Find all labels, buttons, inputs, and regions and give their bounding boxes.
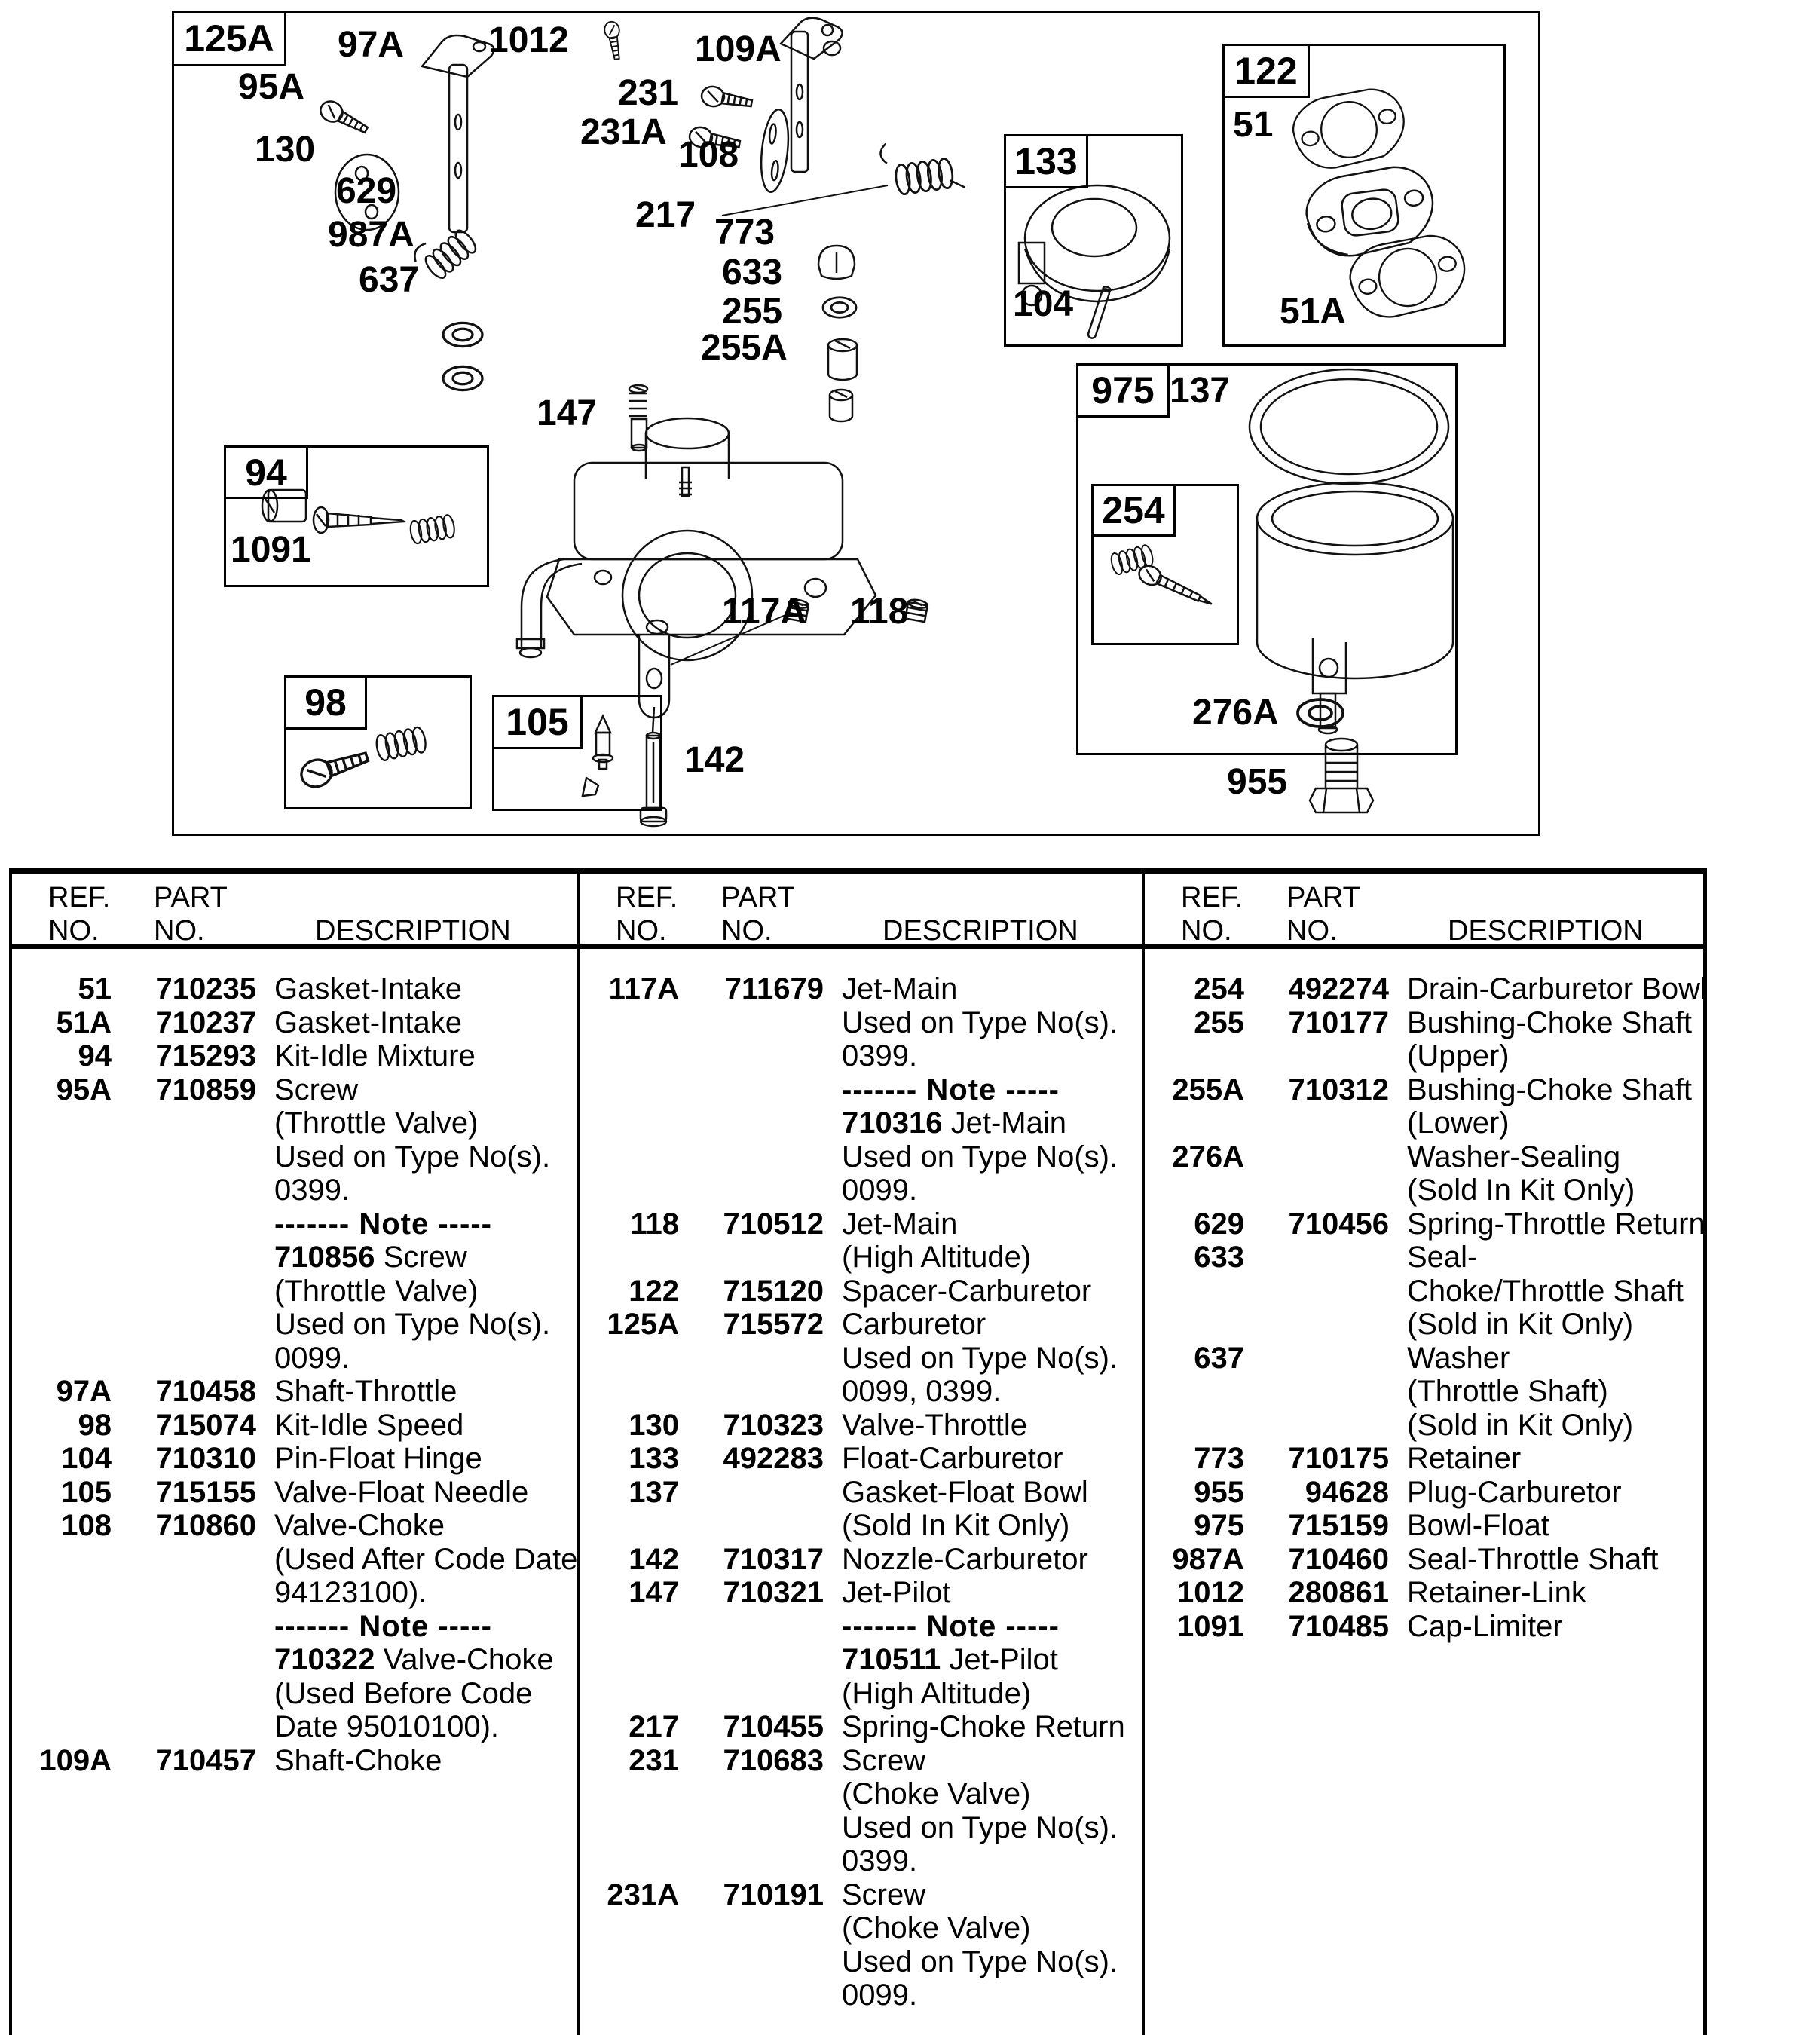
description-cell: 0399. [842,1039,918,1073]
header-description: DESCRIPTION [315,915,511,947]
part-no-cell: 715159 [1288,1509,1389,1542]
callout-231A: 231A [580,112,667,152]
table-row [1142,1207,1705,1241]
table-row [1142,1174,1705,1207]
description-cell: 0399. [274,1174,350,1207]
table-row [577,1207,1140,1241]
choke-shaft-drawing [781,18,843,172]
table-row [1142,1275,1705,1308]
description-cell: Bowl-Float [1407,1509,1549,1542]
description-cell: Plug-Carburetor [1407,1475,1622,1509]
description-cell: (High Altitude) [842,1241,1032,1274]
description-cell: Spring-Choke Return [842,1710,1125,1743]
table-row [577,1677,1140,1711]
table-row [1142,1106,1705,1140]
description-cell: Valve-Throttle [842,1408,1028,1442]
description-cell: 0099. [842,1174,918,1207]
callout-137: 137 [1170,371,1231,411]
description-cell: Carburetor [842,1308,986,1341]
description-cell: (Upper) [1407,1039,1510,1073]
description-cell: Date 95010100). [274,1710,500,1743]
description-cell: Used on Type No(s). [842,1341,1118,1375]
part-no-cell: 710512 [723,1207,824,1241]
ref-no-cell: 142 [629,1542,679,1576]
part-no-cell: 710683 [723,1743,824,1777]
description-cell: Spring-Throttle Return [1407,1207,1705,1241]
table-row [577,1039,1140,1073]
description-cell: 94123100). [274,1576,427,1609]
description-cell: (Lower) [1407,1106,1510,1140]
table-row [577,972,1140,1006]
table-row [9,1375,573,1409]
description-cell: 710322 Valve-Choke [274,1643,554,1676]
ref-no-cell: 105 [61,1475,112,1509]
ref-no-cell: 122 [629,1274,679,1308]
table-row [577,1275,1140,1308]
part-box-125A [172,11,286,66]
description-cell: Seal- [1407,1241,1478,1274]
callout-104: 104 [1013,284,1074,324]
jet-main-high-alt-drawing [905,598,928,622]
part-box-98 [284,675,472,809]
callout-217: 217 [635,195,696,235]
description-cell: (Throttle Valve) [274,1106,479,1140]
part-no-cell: 280861 [1288,1576,1389,1609]
part-no-cell: 94628 [1305,1475,1389,1509]
part-no-cell: 710317 [723,1542,824,1576]
part-box-label-254: 254 [1094,486,1176,537]
throttle-valve-screw-drawing [317,97,371,138]
description-cell: Bushing-Choke Shaft [1407,1073,1693,1106]
table-row [9,1710,573,1744]
description-cell: Washer-Sealing [1407,1140,1621,1174]
ref-no-cell: 254 [1194,972,1244,1005]
callout-108: 108 [678,135,739,175]
table-row [9,1106,573,1140]
table-row [577,1878,1140,1912]
table-row [1142,1409,1705,1443]
part-no-cell: 715155 [155,1475,256,1509]
description-cell: Screw [842,1743,926,1777]
description-cell: Drain-Carburetor Bowl [1407,972,1707,1005]
table-row [9,1409,573,1443]
ref-no-cell: 975 [1194,1509,1244,1542]
table-row [577,1610,1140,1644]
table-row [1142,1342,1705,1376]
ref-no-cell: 97A [56,1375,112,1408]
description-cell: (Choke Valve) [842,1911,1031,1945]
description-cell: Screw [842,1877,926,1911]
description-cell: Nozzle-Carburetor [842,1542,1088,1576]
table-row [9,1576,573,1610]
description-cell: Retainer-Link [1407,1576,1586,1609]
ref-no-cell: 137 [629,1475,679,1509]
ref-no-cell: 773 [1194,1442,1244,1475]
part-no-cell: 710237 [155,1005,256,1039]
callout-109A: 109A [695,29,782,69]
part-no-cell: 715572 [723,1308,824,1341]
description-cell: 710856 Screw [274,1241,467,1274]
description-cell: Shaft-Throttle [274,1375,457,1408]
callout-1091: 1091 [231,530,311,570]
table-row [577,1543,1140,1577]
ref-no-cell: 95A [56,1073,112,1106]
table-row [1142,1375,1705,1409]
table-row [577,1476,1140,1510]
callout-637: 637 [359,260,420,300]
part-no-cell: 710310 [155,1442,256,1475]
callout-97A: 97A [338,25,405,65]
bushing-upper-drawing [828,339,857,380]
table-row [9,1342,573,1376]
table-row [577,1006,1140,1040]
callout-955: 955 [1227,762,1288,802]
callout-142: 142 [684,740,745,780]
table-row [1142,1308,1705,1342]
callout-130: 130 [255,130,316,170]
ref-no-cell: 118 [630,1207,679,1241]
part-no-cell: 710312 [1288,1073,1389,1106]
ref-no-cell: 94 [78,1039,112,1073]
table-row [9,1140,573,1174]
part-box-122 [1222,44,1506,347]
description-cell: (Used Before Code [274,1676,533,1710]
header-part-no: NO. [154,915,205,947]
part-no-cell: 492274 [1288,972,1389,1005]
description-cell: Kit-Idle Speed [274,1408,464,1442]
retainer-drawing [818,246,855,279]
part-no-cell: 710323 [723,1408,824,1442]
description-cell: Jet-Pilot [842,1576,951,1609]
table-row [577,1978,1140,2012]
table-row [1142,1073,1705,1107]
table-row [9,1442,573,1476]
ref-no-cell: 104 [61,1442,112,1475]
table-row [577,1442,1140,1476]
part-box-label-94: 94 [226,448,308,499]
choke-valve-screw-drawing [700,85,753,113]
table-top-border [9,868,1706,874]
table-row [1142,1140,1705,1174]
header-description: DESCRIPTION [1448,915,1644,947]
callout-629: 629 [336,171,397,211]
table-row [9,1542,578,1577]
description-cell: Shaft-Choke [274,1743,442,1777]
ref-no-cell: 125A [607,1308,679,1341]
table-row [1142,1509,1705,1543]
ref-no-cell: 231 [629,1743,679,1777]
description-cell: ------- Note ----- [274,1609,492,1643]
table-row [577,1509,1140,1543]
callout-633: 633 [722,252,783,292]
ref-no-cell: 629 [1194,1207,1244,1241]
ref-no-cell: 1012 [1177,1576,1244,1609]
table-row [9,1174,573,1207]
table-row [577,1140,1140,1174]
table-row [9,1476,573,1510]
ref-no-cell: 633 [1194,1241,1244,1274]
description-cell: Kit-Idle Mixture [274,1039,476,1073]
table-row [9,1241,573,1275]
description-cell: Washer [1407,1341,1510,1375]
table-row [577,1409,1140,1443]
part-no-cell: 710458 [155,1375,256,1408]
table-row [577,1576,1140,1610]
ref-no-cell: 51A [56,1005,112,1039]
table-row [577,1308,1140,1342]
description-cell: ------- Note ----- [842,1073,1060,1106]
description-cell: 710511 Jet-Pilot [842,1643,1058,1676]
part-no-cell: 492283 [723,1442,824,1475]
description-cell: 710316 Jet-Main [842,1106,1066,1140]
callout-51: 51 [1233,105,1274,145]
callout-95A: 95A [238,67,305,107]
description-cell: Gasket-Float Bowl [842,1475,1088,1509]
header-part-no: NO. [721,915,772,947]
part-no-cell: 710485 [1288,1609,1389,1643]
description-cell: ------- Note ----- [274,1207,492,1241]
callout-231: 231 [618,73,679,113]
description-cell: Float-Carburetor [842,1442,1063,1475]
table-row [9,1006,573,1040]
ref-no-cell: 130 [629,1408,679,1442]
ref-no-cell: 217 [629,1710,679,1743]
description-cell: Cap-Limiter [1407,1609,1563,1643]
part-box-label-125A: 125A [184,17,274,60]
table-row [577,1710,1140,1744]
callout-147: 147 [537,393,598,433]
table-row [577,1342,1140,1376]
ref-no-cell: 147 [629,1576,679,1609]
table-row [1142,1241,1705,1275]
description-cell: 0099. [842,1978,918,2012]
header-ref-no: NO. [1181,915,1232,947]
table-row [9,1073,573,1107]
callout-276A: 276A [1192,693,1279,733]
table-row [577,1811,1140,1845]
part-box-94 [224,445,489,587]
part-box-133 [1004,134,1183,347]
part-no-cell: 710860 [155,1509,256,1542]
part-no-cell: 710177 [1288,1005,1389,1039]
part-no-cell: 710175 [1288,1442,1389,1475]
description-cell: Retainer [1407,1442,1522,1475]
description-cell: (Throttle Shaft) [1407,1375,1608,1408]
ref-no-cell: 955 [1194,1475,1244,1509]
description-cell: Screw [274,1073,359,1106]
table-row [577,1241,1140,1275]
table-row [9,1677,573,1711]
table-column-middle [577,972,1140,2012]
pointer-217 [722,185,888,216]
table-row [9,1643,573,1677]
description-cell: (Sold in Kit Only) [1407,1308,1634,1341]
throttle-return-spring-drawing [410,218,479,285]
header-ref: REF. [48,882,111,913]
description-cell: Used on Type No(s). [274,1140,551,1174]
description-cell: (Choke Valve) [842,1777,1031,1810]
part-no-cell: 715074 [155,1408,256,1442]
description-cell: (Used After Code Date [274,1542,578,1576]
table-row [577,1844,1140,1878]
description-cell: Pin-Float Hinge [274,1442,482,1475]
ref-no-cell: 117A [608,972,679,1005]
part-no-cell: 715293 [155,1039,256,1073]
part-no-cell: 710456 [1288,1207,1389,1241]
part-no-cell: 710235 [155,972,256,1005]
part-box-label-133: 133 [1006,136,1088,188]
part-no-cell: 710191 [723,1877,824,1911]
ref-no-cell: 51 [78,972,112,1005]
part-box-label-105: 105 [494,697,583,749]
table-row [577,1945,1140,1979]
choke-valve-drawing [757,109,791,194]
part-box-105 [492,695,662,811]
ref-no-cell: 276A [1172,1140,1244,1174]
table-row [577,1106,1140,1140]
table-row [9,1308,573,1342]
part-box-254 [1091,484,1239,645]
callout-255A: 255A [701,328,788,368]
description-cell: Used on Type No(s). [842,1810,1118,1844]
description-cell: (High Altitude) [842,1676,1032,1710]
description-cell: 0099. [274,1341,350,1375]
header-part: PART [1286,882,1360,913]
table-row [1142,1576,1705,1610]
header-part: PART [721,882,795,913]
table-row [577,1777,1140,1811]
table-row [9,1275,573,1308]
callout-987A: 987A [328,215,414,255]
table-row [1142,1543,1705,1577]
table-column-left [9,972,578,1777]
ref-no-cell: 108 [61,1509,112,1542]
description-cell: Used on Type No(s). [842,1005,1118,1039]
description-cell: Spacer-Carburetor [842,1274,1092,1308]
table-row [577,1911,1140,1945]
part-no-cell: 710321 [723,1576,824,1609]
table-row [1142,1476,1705,1510]
ref-no-cell: 133 [629,1442,679,1475]
description-cell: Used on Type No(s). [842,1945,1118,1978]
header-ref: REF. [616,882,678,913]
description-cell: (Sold In Kit Only) [842,1509,1070,1542]
ref-no-cell: 109A [39,1743,112,1777]
description-cell: Jet-Main [842,1207,958,1241]
part-box-label-122: 122 [1225,46,1310,98]
header-part-no: NO. [1286,915,1338,947]
table-row [577,1744,1140,1778]
ref-no-cell: 98 [78,1408,112,1442]
callout-1012: 1012 [488,20,569,60]
part-box-label-975: 975 [1078,366,1170,418]
throttle-seal-drawing [443,323,482,346]
table-row [9,1207,573,1241]
bushing-lower-drawing [830,390,852,421]
ref-no-cell: 231A [607,1877,679,1911]
table-row [1142,1006,1705,1040]
description-cell: Valve-Float Needle [274,1475,529,1509]
table-row [9,1744,573,1778]
ref-no-cell: 1091 [1177,1609,1244,1643]
callout-255: 255 [722,292,783,332]
header-ref-no: NO. [616,915,667,947]
ref-no-cell: 987A [1172,1542,1244,1576]
callout-773: 773 [714,213,775,252]
table-row [577,1073,1140,1107]
description-cell: (Throttle Valve) [274,1274,479,1308]
choke-seal-drawing [823,298,856,317]
part-no-cell: 711679 [724,972,824,1005]
table-row [1142,1610,1705,1644]
part-no-cell: 710460 [1288,1542,1389,1576]
carburetor-body-drawing [517,418,876,718]
description-cell: (Sold in Kit Only) [1407,1408,1634,1442]
table-row [1142,1442,1705,1476]
table-column-right [1142,972,1705,1643]
table-row [9,1039,573,1073]
callout-51A: 51A [1280,292,1347,332]
header-ref-no: NO. [48,915,99,947]
description-cell: 0399. [842,1844,918,1877]
part-no-cell: 710859 [155,1073,256,1106]
header-description: DESCRIPTION [882,915,1078,947]
part-no-cell: 715120 [723,1274,824,1308]
diagram [0,0,1820,867]
table-row [1142,972,1705,1006]
description-cell: (Sold In Kit Only) [1407,1174,1635,1207]
description-cell: ------- Note ----- [842,1609,1060,1643]
callout-118: 118 [850,592,909,632]
description-cell: Choke/Throttle Shaft [1407,1274,1684,1308]
table-row [1142,1039,1705,1073]
header-ref: REF. [1181,882,1243,913]
throttle-seal2-drawing [443,366,482,390]
retainer-link-drawing [603,20,624,60]
ref-no-cell: 255A [1172,1073,1244,1106]
table-row [577,1174,1140,1207]
ref-no-cell: 255 [1194,1005,1244,1039]
table-row [577,1643,1140,1677]
header-part: PART [154,882,228,913]
description-cell: Gasket-Intake [274,1005,463,1039]
jet-pilot-drawing [629,385,647,451]
description-cell: Gasket-Intake [274,972,463,1005]
description-cell: Seal-Throttle Shaft [1407,1542,1659,1576]
table-row [9,1610,573,1644]
table-row [577,1375,1140,1409]
description-cell: Used on Type No(s). [842,1140,1118,1174]
ref-no-cell: 637 [1194,1341,1244,1375]
part-no-cell: 710455 [723,1710,824,1743]
description-cell: Used on Type No(s). [274,1308,551,1341]
callout-117A: 117A [722,592,807,632]
description-cell: Jet-Main [842,972,958,1005]
part-no-cell: 710457 [155,1743,256,1777]
throttle-shaft-drawing [422,35,494,232]
choke-return-spring-drawing [879,133,965,198]
description-cell: Bushing-Choke Shaft [1407,1005,1693,1039]
description-cell: 0099, 0399. [842,1375,1002,1408]
table-row [9,1509,573,1543]
part-box-label-98: 98 [286,678,367,730]
table-row [9,972,573,1006]
description-cell: Valve-Choke [274,1509,445,1542]
